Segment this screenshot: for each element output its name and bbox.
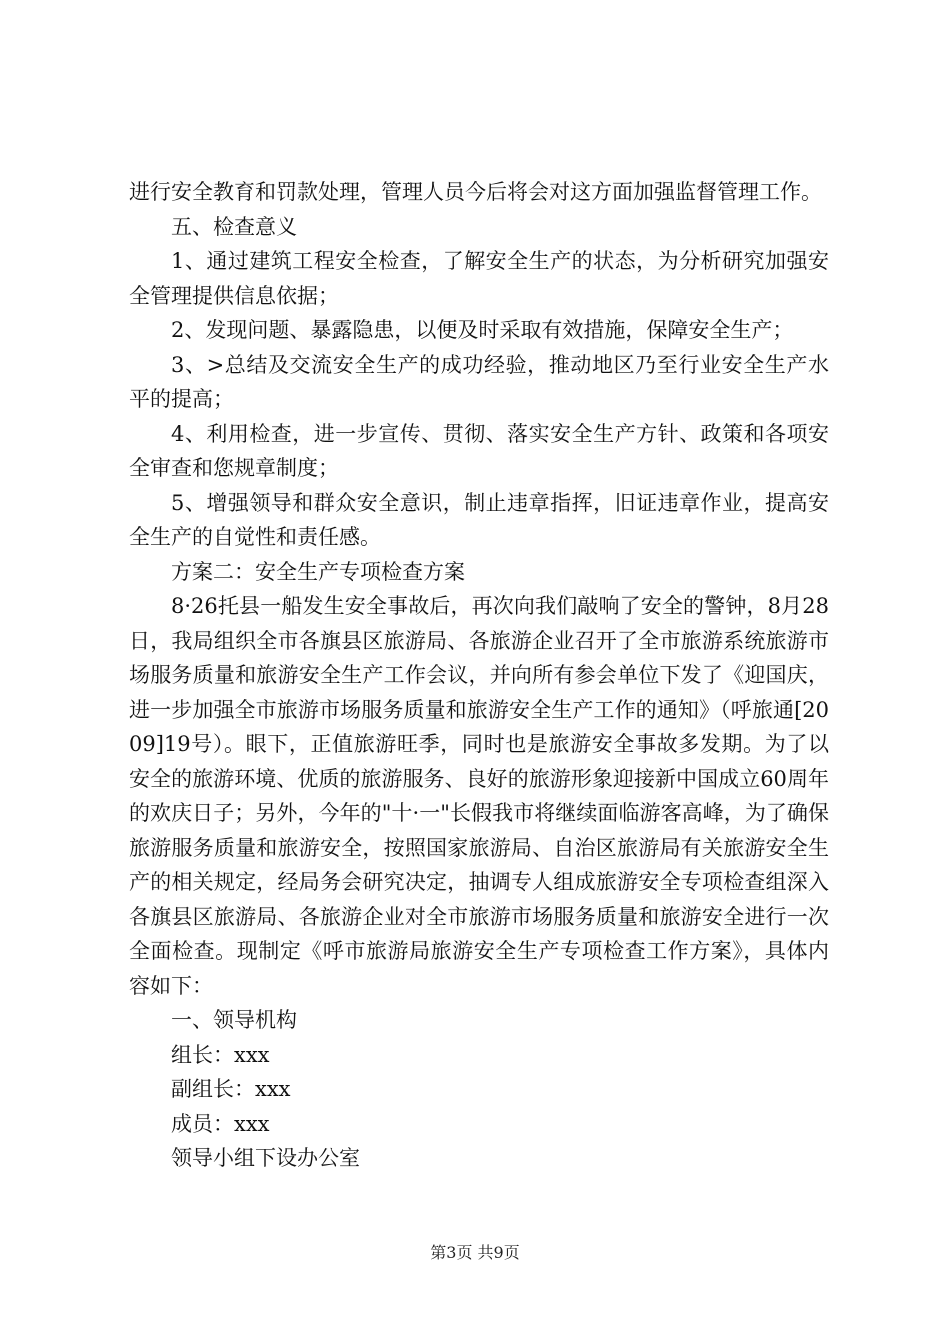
list-item-1: 1、通过建筑工程安全检查，了解安全生产的状态，为分析研究加强安全管理提供信息依据； (129, 249, 829, 308)
list-item-4: 4、利用检查，进一步宣传、贯彻、落实安全生产方针、政策和各项安全审查和您规章制度； (129, 421, 829, 480)
members-line: 成员：xxx (171, 1111, 270, 1136)
group-leader-line: 组长：xxx (171, 1042, 270, 1067)
deputy-leader-line: 副组长：xxx (171, 1077, 291, 1101)
paragraph-continuation: 进行安全教育和罚款处理，管理人员今后将会对这方面加强监督管理工作。 (129, 180, 822, 204)
list-item-2: 2、发现问题、暴露隐患，以便及时采取有效措施，保障安全生产； (171, 318, 794, 342)
office-line: 领导小组下设办公室 (171, 1146, 360, 1170)
plan-two-heading: 方案二：安全生产专项检查方案 (171, 559, 465, 584)
list-item-5: 5、增强领导和群众安全意识，制止违章指挥，旧证违章作业，提高安全生产的自觉性和责任感。 (129, 490, 829, 549)
plan-two-body: 8·26托县一船发生安全事故后，再次向我们敲响了安全的警钟，8月28日，我局组织全市各旗县区旅游局、各旅游企业召开了全市旅游系统旅游市场服务质量和旅游安全生产工作会议，并向所有参会单位下发了《迎国庆，进一步加强全市旅游市场服务质量和旅游安全生产工作的通知》（呼旅通[2009]19号）。眼下，正值旅游旺季，同时也是旅游安全事故多发期。为了以安全的旅游环境、优质的旅游服务、良好的旅游形象迎接新中国成立60周年的欢庆日子；另外，今年的"十·一"长假我市将继续面临游客高峰，为了确保旅游服务质量和旅游安全，按照国家旅游局、自治区旅游局有关旅游安全生产的相关规定，经局务会研究决定，抽调专人组成旅游安全专项检查组深入各旗县区旅游局、各旅游企业对全市旅游市场服务质量和旅游安全进行一次全面检查。现制定《呼市旅游局旅游安全生产专项检查工作方案》，具体内容如下： (129, 594, 829, 998)
list-item-3: 3、>总结及交流安全生产的成功经验，推动地区乃至行业安全生产水平的提高； (129, 352, 829, 411)
section-heading-inspection-significance: 五、检查意义 (171, 214, 297, 239)
page-footer (0, 1243, 950, 1263)
section-heading-leadership: 一、领导机构 (171, 1008, 297, 1032)
page-number-label: 第3页 共9页 (430, 1243, 520, 1262)
document-body (129, 175, 829, 1176)
